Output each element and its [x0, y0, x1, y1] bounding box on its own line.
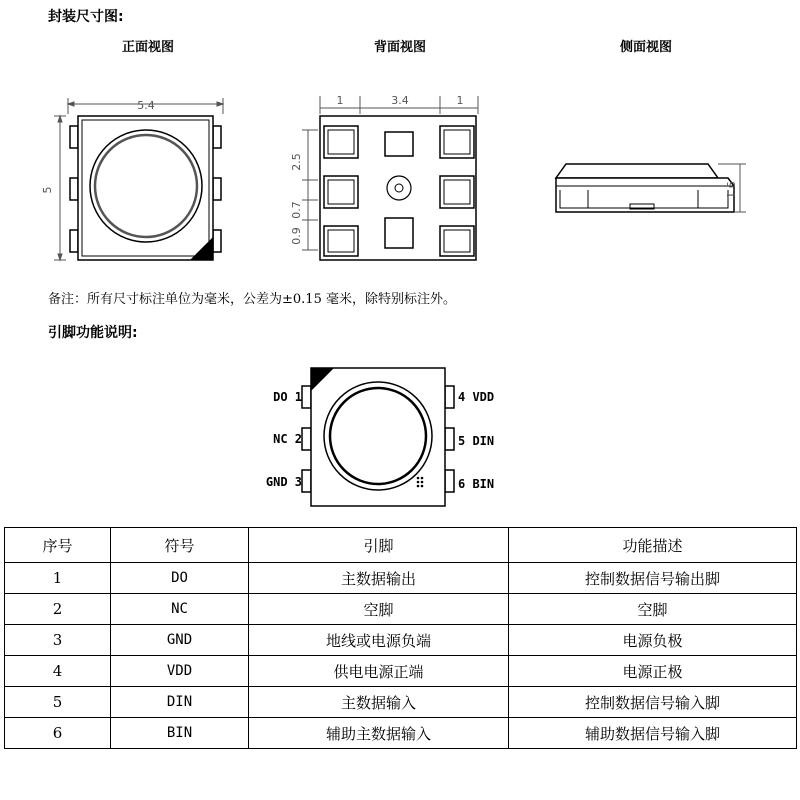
front-height-dim: 5: [41, 186, 54, 194]
header-index: 序号: [5, 528, 111, 563]
cell-pin: 空脚: [249, 594, 509, 625]
back-left-pad-dim: 1: [336, 94, 344, 107]
cell-index: 4: [5, 656, 111, 687]
front-view-title: 正面视图: [121, 40, 174, 55]
pin-label-din: 5 DIN: [458, 434, 495, 448]
pin-label-vdd: 4 VDD: [458, 390, 495, 404]
front-width-dim: 5.4: [137, 99, 155, 112]
cell-symbol: GND: [111, 625, 249, 656]
header-pin: 引脚: [249, 528, 509, 563]
table-row: [5, 625, 797, 656]
side-view-title: 侧面视图: [619, 40, 672, 55]
table-row: [5, 656, 797, 687]
cell-index: 1: [5, 563, 111, 594]
cell-pin: 辅助主数据输入: [249, 718, 509, 749]
table-row: [5, 594, 797, 625]
cell-index: 3: [5, 625, 111, 656]
cell-index: 2: [5, 594, 111, 625]
back-right-pad-dim: 1: [456, 94, 464, 107]
pin-label-do: DO 1: [273, 390, 302, 404]
pin-label-gnd: GND 3: [265, 475, 302, 489]
cell-symbol: DIN: [111, 687, 249, 718]
header-function: 功能描述: [509, 528, 797, 563]
table-header-row: [5, 528, 797, 563]
cell-function: 电源正极: [509, 656, 797, 687]
cell-index: 6: [5, 718, 111, 749]
cell-index: 5: [5, 687, 111, 718]
pinout-diagram: [300, 364, 460, 510]
table-row: [5, 687, 797, 718]
cell-function: 空脚: [509, 594, 797, 625]
cell-function: 控制数据信号输出脚: [509, 563, 797, 594]
pin-label-bin: 6 BIN: [458, 477, 495, 491]
pin-label-nc: NC 2: [273, 432, 302, 446]
pin-function-heading: 引脚功能说明:: [48, 325, 138, 341]
table-row: [5, 718, 797, 749]
back-view-title: 背面视图: [373, 40, 426, 55]
cell-pin: 主数据输入: [249, 687, 509, 718]
cell-function: 电源负极: [509, 625, 797, 656]
cell-pin: 主数据输出: [249, 563, 509, 594]
back-pad-height-dim: 0.9: [290, 227, 303, 245]
cell-function: 控制数据信号输入脚: [509, 687, 797, 718]
cell-pin: 供电电源正端: [249, 656, 509, 687]
cell-pin: 地线或电源负端: [249, 625, 509, 656]
cell-symbol: VDD: [111, 656, 249, 687]
cell-symbol: DO: [111, 563, 249, 594]
back-pitch-dim: 2.5: [290, 153, 303, 171]
back-gap-dim: 0.7: [290, 201, 303, 219]
cell-symbol: NC: [111, 594, 249, 625]
side-view-drawing: [548, 150, 748, 230]
back-center-dim: 3.4: [391, 94, 409, 107]
cell-symbol: BIN: [111, 718, 249, 749]
front-view-drawing: [40, 90, 250, 270]
cell-function: 辅助数据信号输入脚: [509, 718, 797, 749]
header-symbol: 符号: [111, 528, 249, 563]
dimension-note: 备注：所有尺寸标注单位为毫米，公差为±0.15 毫米，除特别标注外。: [48, 292, 456, 307]
side-height-dim: 1.6: [725, 181, 738, 199]
table-row: [5, 563, 797, 594]
back-view-drawing: [290, 90, 490, 270]
package-dimensions-heading: 封装尺寸图:: [48, 9, 124, 25]
pin-function-table: [4, 527, 797, 749]
